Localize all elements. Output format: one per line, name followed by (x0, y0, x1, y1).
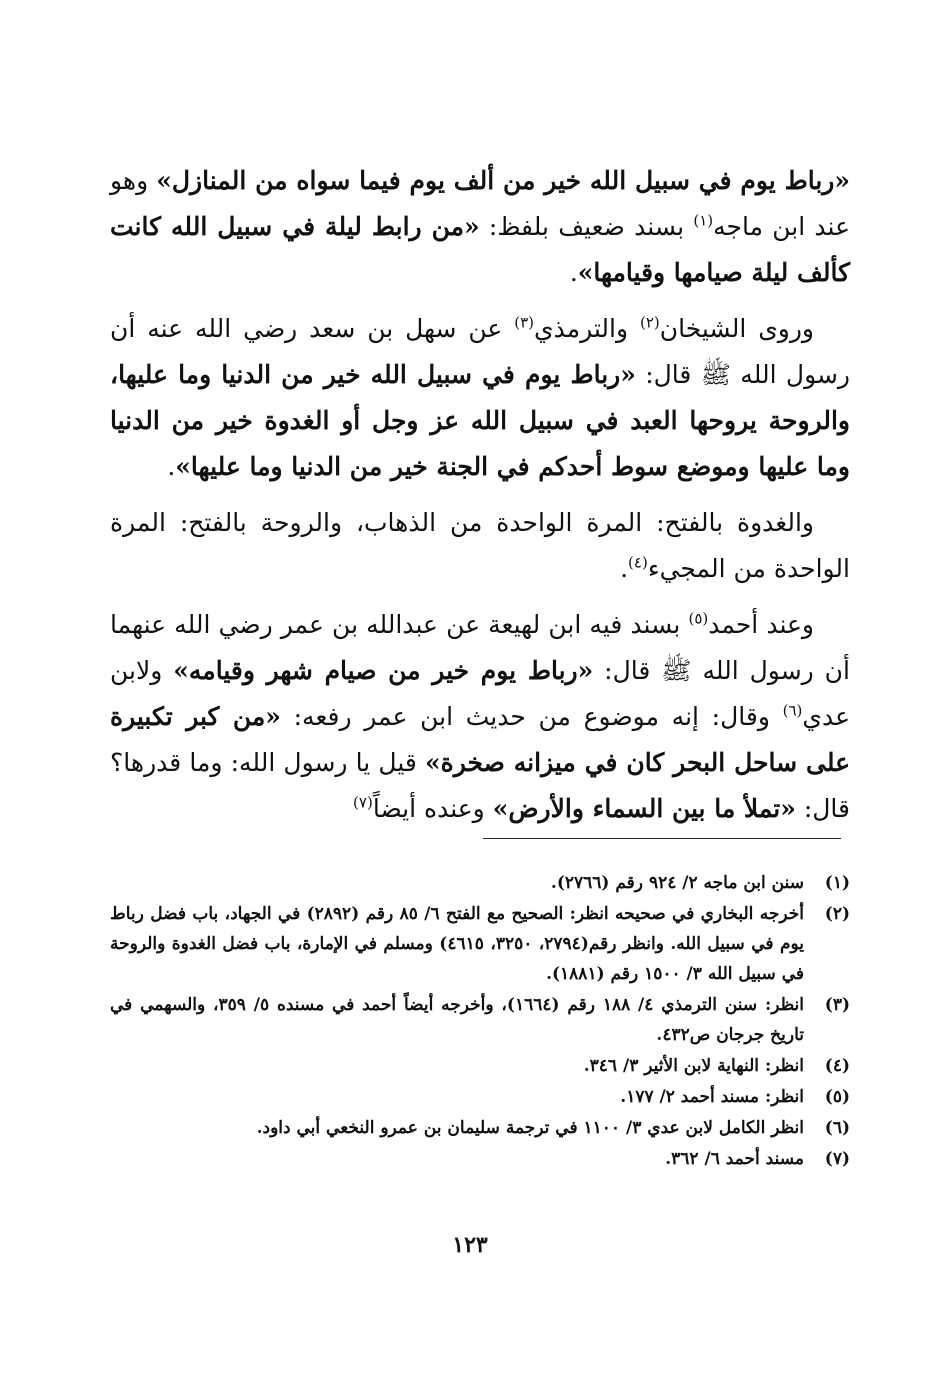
text-run: وعند أحمد (708, 610, 814, 639)
footnote-number: (٥) (824, 1087, 850, 1107)
footnote-item (110, 990, 850, 1050)
footnote-number: (٧) (824, 1149, 850, 1169)
footnote-text: انظر: سنن الترمذي ٤/ ١٨٨ رقم (١٦٦٤)، وأخرجه أيضاً أحمد في مسنده ٥/ ٣٥٩، والسهمي في تاريخ جرجان ص٤٣٢. (110, 995, 805, 1045)
hadith-quote: «من رابط ليلة في سبيل الله كانت كألف ليلة صيامها وقيامها» (110, 212, 850, 287)
text-run: قيل يا رسول الله: وما قدرها؟ قال: (110, 748, 850, 823)
footnote-number: (٢) (824, 904, 850, 924)
footnote-ref: (١) (693, 211, 714, 230)
footnote-item (110, 868, 850, 898)
hadith-quote: «تملأ ما بين السماء والأرض» (492, 794, 796, 823)
text-run: وروى الشيخان (659, 314, 814, 343)
footnote-item (110, 899, 850, 989)
footnote-text: مسند أحمد ٦/ ٣٦٢. (665, 1149, 804, 1169)
footnote-item (110, 1144, 850, 1174)
footnote-number: (٦) (824, 1118, 850, 1138)
footnote-number: (٣) (824, 995, 850, 1015)
main-text (110, 158, 850, 842)
text-run: . (569, 258, 578, 287)
footnote-number: (٤) (824, 1056, 850, 1076)
text-run: وقال: إنه موضوع من حديث ابن عمر رفعه: (280, 702, 783, 731)
paragraph-2 (110, 306, 850, 490)
page-number: ١٢٣ (452, 1232, 488, 1258)
hadith-quote: «من كبر تكبيرة على ساحل البحر كان في ميزانه صخرة» (110, 702, 851, 777)
text-run: . (620, 554, 629, 583)
text-run: عن سهل بن سعد رضي الله عنه أن رسول الله ﷺ قال: (110, 314, 851, 389)
footnote-number: (١) (824, 873, 850, 893)
footnote-text: انظر: النهاية لابن الأثير ٣/ ٣٤٦. (583, 1056, 804, 1076)
text-run: والترمذي (534, 314, 640, 343)
footnote-ref: (٤) (628, 553, 648, 572)
footnote-ref: (٥) (688, 609, 709, 628)
paragraph-1 (110, 158, 850, 296)
footnote-text: انظر: مسند أحمد ٢/ ١٧٧. (620, 1087, 804, 1107)
footnote-divider (483, 838, 841, 839)
footnote-item (110, 1113, 850, 1143)
text-run: والغدوة بالفتح: المرة الواحدة من الذهاب، والروحة بالفتح: المرة الواحدة من المجيء (110, 508, 850, 583)
footnote-item (110, 1051, 850, 1081)
footnote-ref: (٦) (782, 701, 803, 720)
footnote-ref: (٣) (514, 313, 535, 332)
footnote-item (110, 1082, 850, 1112)
footnote-ref: (٧) (353, 793, 373, 812)
footnote-ref: (٢) (639, 313, 660, 332)
text-run: وعنده أيضاً (372, 794, 493, 823)
hadith-quote: «رباط يوم خير من صيام شهر وقيامه» (173, 656, 594, 685)
text-run: بسند فيه ابن لهيعة عن عبدالله بن عمر رضي الله عنهما أن رسول الله ﷺ قال: (110, 610, 850, 685)
footnote-text: أخرجه البخاري في صحيحه انظر: الصحيح مع الفتح ٦/ ٨٥ رقم (٢٨٩٢) في الجهاد، باب فضل رباط يوم في سبيل الله. وانظر رقم(٢٧٩٤، ٣٢٥٠، ٤٦١٥) ومسلم في الإمارة، باب فضل الغدوة والروحة في سبيل الله ٣/ ١٥٠٠ رقم (١٨٨١). (110, 904, 805, 984)
paragraph-3 (110, 500, 850, 592)
text-run: وهو عند ابن ماجه (110, 166, 850, 241)
hadith-quote: «رباط يوم في سبيل الله خير من الدنيا وما عليها، والروحة يروحها العبد في سبيل الله عز وجل أو الغدوة خير من الدنيا وما عليها وموضع سوط أحدكم في الجنة خير من الدنيا وما عليها» (110, 360, 850, 481)
hadith-quote: «رباط يوم في سبيل الله خير من ألف يوم فيما سواه من المنازل» (156, 166, 850, 195)
paragraph-4 (110, 602, 850, 832)
text-run: بسند ضعيف بلفظ: (479, 212, 694, 241)
footnotes (110, 868, 850, 1175)
footnote-text: انظر الكامل لابن عدي ٣/ ١١٠٠ في ترجمة سليمان بن عمرو النخعي أبي داود. (256, 1118, 804, 1138)
text-run: ولابن عدي (110, 656, 850, 731)
footnote-text: سنن ابن ماجه ٢/ ٩٢٤ رقم (٢٧٦٦). (550, 873, 804, 893)
text-run: . (167, 452, 176, 481)
